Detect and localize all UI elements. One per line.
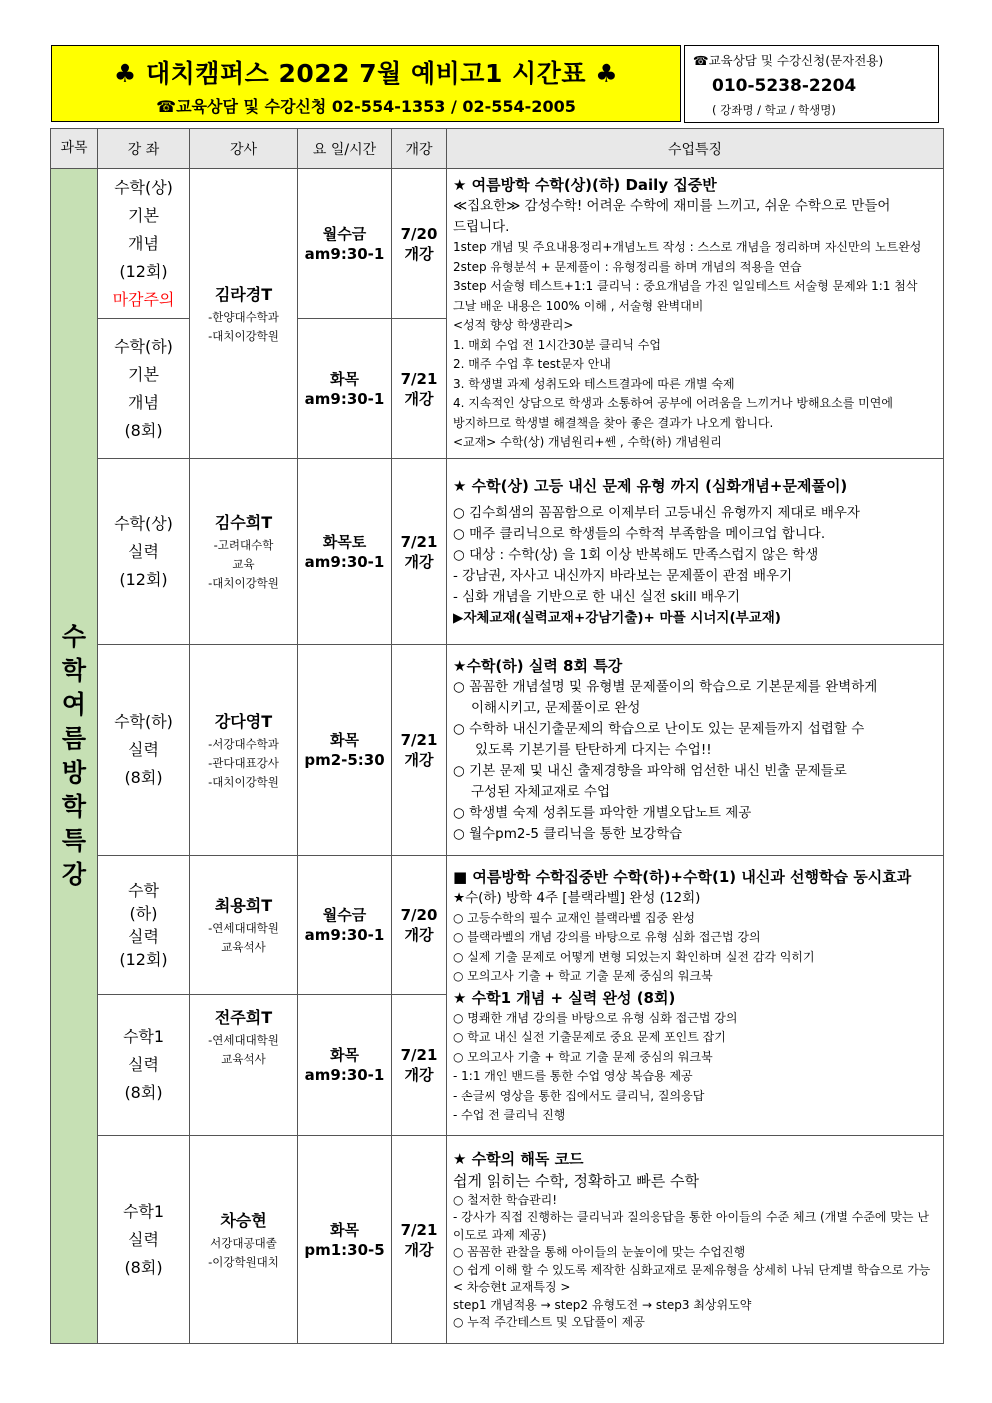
course-sessions: (8회) <box>124 768 163 787</box>
feature-line: 3step 서술형 테스트+1:1 클리닉 : 중요개념을 가진 일일테스트 서술형 문제와 1:1 첨삭 <box>453 279 918 294</box>
teacher-credential: 교육 <box>232 557 255 571</box>
open-label: 개강 <box>404 552 434 571</box>
open-cell <box>392 995 447 1136</box>
schedule-time: am9:30-1 <box>304 552 385 571</box>
feature-line: ○ 고등수학의 필수 교재인 블랙라벨 집중 완성 <box>453 910 696 925</box>
feature-line: ○ 월수pm2-5 클리닉을 통한 보강학습 <box>453 826 683 842</box>
feature-line: 4. 지속적인 상담으로 학생과 소통하여 공부에 어려움을 느끼거나 방해요소를 미연에 <box>453 396 893 411</box>
course-sessions: (8회) <box>124 1257 163 1277</box>
course-level: 실력 <box>128 541 159 561</box>
course-name: 수학1 <box>122 1027 165 1046</box>
closing-warning: 마감주의 <box>112 289 175 309</box>
teacher-credential: -한양대수학과 <box>208 309 279 324</box>
schedule-cell <box>298 645 392 856</box>
feature-line: ○ 철저한 학습관리! <box>453 1192 558 1207</box>
feature-line: 1. 매회 수업 전 1시간30분 클리닉 수업 <box>453 337 661 352</box>
open-cell <box>392 319 447 459</box>
open-label: 개강 <box>404 1240 434 1259</box>
open-cell <box>392 645 447 856</box>
table-row <box>51 856 944 995</box>
open-date: 7/20 <box>400 906 438 924</box>
schedule-table <box>50 128 944 1344</box>
course-cell <box>98 319 190 459</box>
course-name: 수학(하) <box>114 336 173 356</box>
feature-line: <성적 향상 학생관리> <box>453 318 574 333</box>
course-cell <box>98 645 190 856</box>
teacher-cell <box>190 645 298 856</box>
open-cell <box>392 169 447 319</box>
teacher-credential: -고려대수학 <box>213 538 274 552</box>
features-cell <box>447 169 944 459</box>
table-row <box>51 1136 944 1344</box>
feature-line: 2step 유형분석 + 문제풀이 : 유형정리를 하며 개념의 적용을 연습 <box>453 259 802 274</box>
schedule-time: am9:30-1 <box>304 926 385 944</box>
feature-line: 드립니다. <box>453 219 510 236</box>
schedule-cell <box>298 319 392 459</box>
schedule-time: pm1:30-5 <box>304 1240 385 1259</box>
features-cell <box>447 459 944 645</box>
teacher-credential: -대치이강학원 <box>208 576 279 590</box>
teacher-credential: -연세대대학원 <box>208 921 279 935</box>
course-level: 개념 <box>128 392 159 412</box>
schedule-days: 화목 <box>330 1220 359 1239</box>
feature-line: ○ 학생별 숙제 성취도를 파악한 개별오답노트 제공 <box>453 805 752 821</box>
feature-line: - 수업 전 클리닉 진행 <box>453 1108 566 1122</box>
teacher-cell <box>190 169 298 459</box>
feature-line: step1 개념적용 → step2 유형도전 → step3 최상위도약 <box>453 1297 752 1312</box>
teacher-credential: -이강학원대치 <box>208 1254 279 1269</box>
course-name: 수학(상) <box>114 513 173 533</box>
feature-line: ○ 기본 문제 및 내신 출제경향을 파악해 엄선한 내신 빈출 문제들로 <box>453 763 847 779</box>
features-cell <box>447 645 944 856</box>
course-name: (하) <box>129 904 158 923</box>
contact-box <box>684 45 939 123</box>
contact-phone: 010-5238-2204 <box>712 76 857 96</box>
course-sessions: (12회) <box>119 569 168 589</box>
feature-line: 있도록 기본기를 탄탄하게 다지는 수업!! <box>475 742 712 758</box>
feature-line: ○ 모의고사 기출 + 학교 기출 문제 중심의 워크북 <box>453 1049 713 1064</box>
teacher-cell <box>190 856 298 995</box>
open-label: 개강 <box>404 1066 434 1084</box>
open-label: 개강 <box>404 926 434 944</box>
feature-line: 3. 학생별 과제 성취도와 테스트결과에 따른 개별 숙제 <box>453 376 735 391</box>
feature-line: 구성된 자체교재로 수업 <box>471 784 610 800</box>
course-level: 실력 <box>128 927 159 946</box>
teacher-credential: 교육석사 <box>221 940 266 954</box>
schedule-cell <box>298 1136 392 1344</box>
course-level: 실력 <box>128 740 159 759</box>
course-level: 기본 <box>128 364 159 384</box>
teacher-name: 차승현 <box>220 1210 267 1230</box>
teacher-credential: -연세대대학원 <box>208 1033 279 1047</box>
subject-cell <box>51 169 98 1344</box>
feature-line: ○ 학교 내신 실전 기출문제로 중요 문제 포인트 잡기 <box>453 1030 726 1044</box>
open-label: 개강 <box>404 751 434 769</box>
open-label: 개강 <box>404 244 434 263</box>
schedule-days: 월수금 <box>322 224 367 243</box>
feature-line: - 강남권, 자사고 내신까지 바라보는 문제풀이 관점 배우기 <box>453 567 793 584</box>
schedule-days: 화목토 <box>322 532 367 551</box>
feature-line: 그날 배운 내용은 100% 이해 , 서술형 완벽대비 <box>453 298 704 313</box>
course-sessions: (8회) <box>124 1083 163 1102</box>
open-label: 개강 <box>404 389 434 408</box>
subject-label: 수학 여름방학 특강 <box>61 622 87 889</box>
feature-line: ○ 꼼꼼한 관찰을 통해 아이들의 눈높이에 맞는 수업진행 <box>453 1245 746 1259</box>
header-features: 수업특징 <box>447 129 944 169</box>
feature-line: ○ 김수희샘의 꼼꼼함으로 이제부터 고등내신 유형까지 제대로 배우자 <box>453 504 860 521</box>
schedule-time: am9:30-1 <box>304 389 385 408</box>
teacher-credential: -관다대표강사 <box>208 755 279 770</box>
course-name: 수학(상) <box>114 177 173 197</box>
header-subject: 과목 <box>51 129 98 169</box>
teacher-credential: -서강대수학과 <box>208 736 279 751</box>
header-course: 강 좌 <box>98 129 190 169</box>
teacher-cell <box>190 459 298 645</box>
contact-note: ( 강좌명 / 학교 / 학생명) <box>712 103 836 117</box>
teacher-credential: 서강대공대졸 <box>210 1235 277 1250</box>
course-cell <box>98 995 190 1136</box>
schedule-time: pm2-5:30 <box>304 751 385 769</box>
table-row <box>51 645 944 856</box>
table-header-row <box>51 129 944 169</box>
feature-line: ★ 수학(상) 고등 내신 문제 유형 까지 (심화개념+문제풀이) <box>453 476 848 495</box>
feature-line: - 강사가 직접 진행하는 클리닉과 질의응답을 통한 아이들의 수준 체크 (개별 수준에 맞는 난이도로 과제 제공) <box>453 1210 929 1242</box>
open-date: 7/21 <box>400 1220 438 1239</box>
feature-line: ★ 수학의 해독 코드 <box>453 1149 584 1168</box>
feature-line: 1step 개념 및 주요내용정리+개념노트 작성 : 스스로 개념을 정리하며 자신만의 노트완성 <box>453 240 922 255</box>
feature-line: ★ 여름방학 수학(상)(하) Daily 집중반 <box>453 176 717 195</box>
header-phone-line: ☎교육상담 및 수강신청 02-554-1353 / 02-554-2005 <box>156 97 576 116</box>
feature-line: ○ 실제 기출 문제로 어떻게 변형 되었는지 확인하며 실전 감각 익히기 <box>453 949 815 964</box>
teacher-credential: 교육석사 <box>221 1052 266 1066</box>
teacher-name: 전주희T <box>214 1008 273 1027</box>
feature-line: ★수(하) 방학 4주 [블랙라벨] 완성 (12회) <box>453 889 701 906</box>
feature-line: 이해시키고, 문제풀이로 완성 <box>471 700 641 716</box>
contact-label: ☎교육상담 및 수강신청(문자전용) <box>693 53 884 68</box>
features-cell <box>447 1136 944 1344</box>
features-cell <box>447 856 944 1136</box>
teacher-cell <box>190 1136 298 1344</box>
feature-line: ○ 꼼꼼한 개념설명 및 유형별 문제풀이의 학습으로 기본문제를 완벽하게 <box>453 679 878 695</box>
feature-line: 2. 매주 수업 후 test문자 안내 <box>453 357 611 372</box>
open-cell <box>392 1136 447 1344</box>
course-level: 개념 <box>128 233 159 253</box>
header-open: 개강 <box>392 129 447 169</box>
open-date: 7/21 <box>400 1046 438 1064</box>
feature-line: - 심화 개념을 기반으로 한 내신 실전 skill 배우기 <box>453 588 741 605</box>
schedule-time: am9:30-1 <box>304 1066 385 1084</box>
feature-line: ★ 수학1 개념 + 실력 완성 (8회) <box>453 988 676 1007</box>
course-level: 기본 <box>128 205 159 225</box>
schedule-cell <box>298 169 392 319</box>
feature-line: - 1:1 개인 밴드를 통한 수업 영상 복습용 제공 <box>453 1069 693 1083</box>
open-date: 7/21 <box>400 731 438 749</box>
feature-line: 방지하므로 학생별 해결책을 찾아 좋은 결과가 나오게 합니다. <box>453 415 774 430</box>
course-name: 수학1 <box>122 1201 165 1221</box>
schedule-time: am9:30-1 <box>304 244 385 263</box>
course-cell <box>98 1136 190 1344</box>
feature-line: ○ 쉽게 이해 할 수 있도록 제작한 심화교재로 문제유형을 상세히 나눠 단계별 학습으로 가능 <box>453 1262 931 1277</box>
page-title: ♣ 대치캠퍼스 2022 7월 예비고1 시간표 ♣ <box>113 59 619 88</box>
course-level: 실력 <box>128 1055 159 1074</box>
teacher-name: 최용희T <box>214 896 273 915</box>
feature-line: ○ 모의고사 기출 + 학교 기출 문제 중심의 워크북 <box>453 969 713 983</box>
header-schedule: 요 일/시간 <box>298 129 392 169</box>
feature-line: - 손글씨 영상을 통한 집에서도 클리닉, 질의응답 <box>453 1088 705 1103</box>
table-row <box>51 459 944 645</box>
course-level: 실력 <box>128 1229 159 1249</box>
header-teacher: 강사 <box>190 129 298 169</box>
course-cell <box>98 856 190 995</box>
feature-line: ○ 수학하 내신기출문제의 학습으로 난이도 있는 문제들까지 섭렵할 수 <box>453 721 865 737</box>
course-name: 수학 <box>128 881 159 900</box>
feature-line: ▶자체교재(실력교재+강남기출)+ 마플 시너지(부교재) <box>453 609 781 626</box>
open-date: 7/20 <box>400 224 438 243</box>
feature-line: ○ 누적 주간테스트 및 오답풀이 제공 <box>453 1315 645 1329</box>
schedule-cell <box>298 459 392 645</box>
feature-line: ○ 매주 클리닉으로 학생들의 수학적 부족함을 메이크업 합니다. <box>453 525 826 542</box>
feature-line: ■ 여름방학 수학집중반 수학(하)+수학(1) 내신과 선행학습 동시효과 <box>453 867 912 886</box>
open-date: 7/21 <box>400 369 438 388</box>
teacher-name: 김수희T <box>214 513 273 532</box>
schedule-cell <box>298 995 392 1136</box>
table-row <box>51 169 944 319</box>
feature-line: < 차승현t 교재특징 > <box>453 1280 571 1294</box>
schedule-days: 월수금 <box>322 906 367 924</box>
teacher-cell <box>190 995 298 1136</box>
feature-line: ○ 대상 : 수학(상) 을 1회 이상 반복해도 만족스럽지 않은 학생 <box>453 546 819 563</box>
schedule-days: 화목 <box>330 731 359 749</box>
open-cell <box>392 856 447 995</box>
open-cell <box>392 459 447 645</box>
feature-line: ○ 명쾌한 개념 강의를 바탕으로 유형 심화 접근법 강의 <box>453 1010 738 1025</box>
course-sessions: (8회) <box>124 420 163 440</box>
course-name: 수학(하) <box>114 712 173 731</box>
course-sessions: (12회) <box>119 261 168 281</box>
feature-line: ○ 블랙라벨의 개념 강의를 바탕으로 유형 심화 접근법 강의 <box>453 930 761 944</box>
feature-line: ≪집요한≫ 감성수학! 어려운 수학에 재미를 느끼고, 쉬운 수학으로 만들어 <box>453 198 891 215</box>
teacher-credential: -대치이강학원 <box>208 774 279 789</box>
course-cell <box>98 169 190 319</box>
feature-line: 쉽게 읽히는 수학, 정확하고 빠른 수학 <box>453 1171 699 1190</box>
schedule-days: 화목 <box>330 1046 359 1064</box>
header-banner <box>51 45 681 122</box>
feature-line: ★수학(하) 실력 8회 특강 <box>453 657 623 675</box>
schedule-days: 화목 <box>330 369 359 388</box>
open-date: 7/21 <box>400 532 438 551</box>
schedule-cell <box>298 856 392 995</box>
course-sessions: (12회) <box>119 950 168 969</box>
teacher-name: 강다영T <box>214 711 273 731</box>
teacher-name: 김라경T <box>214 284 273 304</box>
course-cell <box>98 459 190 645</box>
teacher-credential: -대치이강학원 <box>208 328 279 343</box>
feature-line: <교재> 수학(상) 개념원리+쎈 , 수학(하) 개념원리 <box>453 435 722 450</box>
